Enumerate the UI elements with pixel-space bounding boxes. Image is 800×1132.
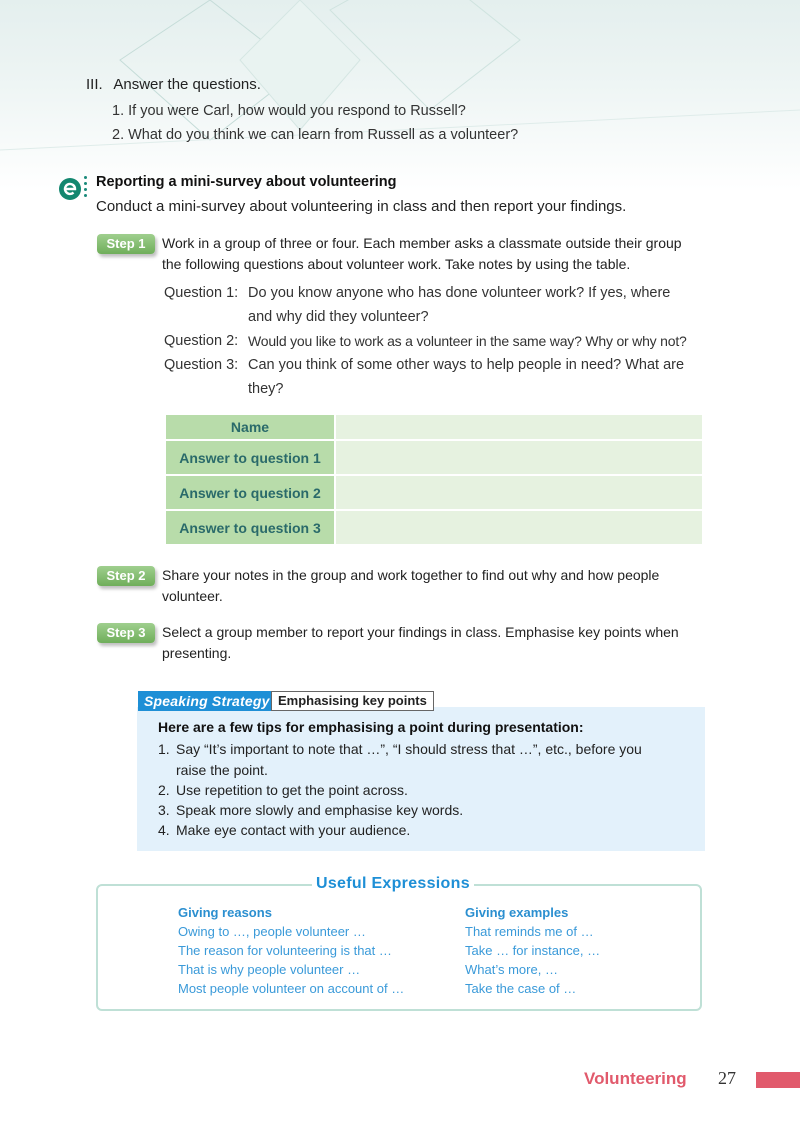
expression-item: Take … for instance, … [465, 943, 601, 958]
column-heading: Giving examples [465, 905, 569, 920]
expression-item: That is why people volunteer … [178, 962, 361, 977]
table-row [165, 440, 703, 475]
tip-number: 2. [158, 782, 170, 798]
answer-cell[interactable] [335, 440, 703, 475]
dotted-divider [84, 176, 88, 200]
table-row [165, 475, 703, 510]
tip-item [158, 780, 698, 801]
step-1-text [162, 233, 722, 275]
expression-item: The reason for volunteering is that … [178, 943, 392, 958]
table-row [165, 510, 703, 545]
footer-unit-title: Volunteering [584, 1069, 687, 1088]
expressions-column-examples [465, 903, 685, 998]
answer-cell[interactable] [335, 414, 703, 440]
section-III-heading [86, 76, 261, 93]
table-row [165, 414, 703, 440]
activity-title: Reporting a mini-survey about volunteering [96, 174, 397, 190]
expression-item: What’s more, … [465, 962, 558, 977]
page-number: 27 [718, 1068, 736, 1088]
survey-question-3 [164, 353, 724, 401]
survey-question-1 [164, 281, 724, 329]
question-text: and why did they volunteer? [248, 309, 429, 325]
tips-heading: Here are a few tips for emphasising a point during presentation: [158, 719, 584, 735]
tip-number: 1. [158, 741, 170, 757]
activity-subtitle: Conduct a mini-survey about volunteering in class and then report your findings. [96, 198, 627, 215]
question-text: Would you like to work as a volunteer in the same way? Why or why not? [248, 333, 687, 349]
expression-item: Owing to …, people volunteer … [178, 924, 366, 939]
step-text-line: the following questions about volunteer work. Take notes by using the table. [162, 256, 631, 272]
tip-item [158, 800, 698, 821]
tip-text: Make eye contact with your audience. [176, 822, 411, 838]
discussion-question: 1. If you were Carl, how would you respond to Russell? [112, 103, 466, 119]
step-text-line: Select a group member to report your findings in class. Emphasise key points when [162, 624, 679, 640]
step-text-line: volunteer. [162, 588, 223, 604]
question-text: Do you know anyone who has done volunteer work? If yes, where [248, 285, 671, 301]
question-label: Question 2: [164, 333, 239, 349]
step-text-line: presenting. [162, 645, 232, 661]
tip-text: Speak more slowly and emphasise key words. [176, 802, 464, 818]
step-text-line: Work in a group of three or four. Each member asks a classmate outside their group [162, 235, 682, 251]
discussion-question: 2. What do you think we can learn from Russell as a volunteer? [112, 127, 519, 143]
e-speech-icon [58, 177, 82, 201]
answer-cell[interactable] [335, 475, 703, 510]
section-title: Answer the questions. [113, 76, 261, 93]
row-header: Answer to question 3 [165, 510, 335, 545]
question-text: Can you think of some other ways to help people in need? What are [248, 357, 685, 373]
step-3-text [162, 622, 722, 664]
expressions-column-reasons [178, 903, 448, 998]
step-text-line: Share your notes in the group and work together to find out why and how people [162, 567, 660, 583]
survey-table [164, 413, 704, 546]
answer-cell[interactable] [335, 510, 703, 545]
speaking-strategy-tag: Speaking Strategy [138, 691, 276, 711]
expression-item: Most people volunteer on account of … [178, 981, 405, 996]
survey-question-2 [164, 329, 724, 353]
speaking-strategy-label: Emphasising key points [271, 691, 434, 711]
step-2-text [162, 565, 722, 607]
question-label: Question 1: [164, 285, 239, 301]
expression-item: Take the case of … [465, 981, 577, 996]
expression-item: That reminds me of … [465, 924, 594, 939]
tip-text: Say “It’s important to note that …”, “I should stress that …”, etc., before you [176, 741, 642, 757]
footer-accent-bar [756, 1072, 800, 1088]
step-3-badge: Step 3 [97, 623, 155, 643]
header-decoration [0, 0, 800, 190]
question-label: Question 3: [164, 357, 239, 373]
tip-number: 4. [158, 822, 170, 838]
row-header: Answer to question 1 [165, 440, 335, 475]
column-heading: Giving reasons [178, 905, 272, 920]
tip-number: 3. [158, 802, 170, 818]
tip-item [158, 820, 698, 841]
row-header: Name [165, 414, 335, 440]
tip-text: Use repetition to get the point across. [176, 782, 408, 798]
row-header: Answer to question 2 [165, 475, 335, 510]
tip-item [158, 739, 698, 781]
question-text: they? [248, 381, 284, 397]
tip-text: raise the point. [176, 762, 268, 778]
step-2-badge: Step 2 [97, 566, 155, 586]
step-1-badge: Step 1 [97, 234, 155, 254]
useful-expressions-title: Useful Expressions [312, 875, 474, 893]
section-numeral: III. [86, 76, 103, 93]
